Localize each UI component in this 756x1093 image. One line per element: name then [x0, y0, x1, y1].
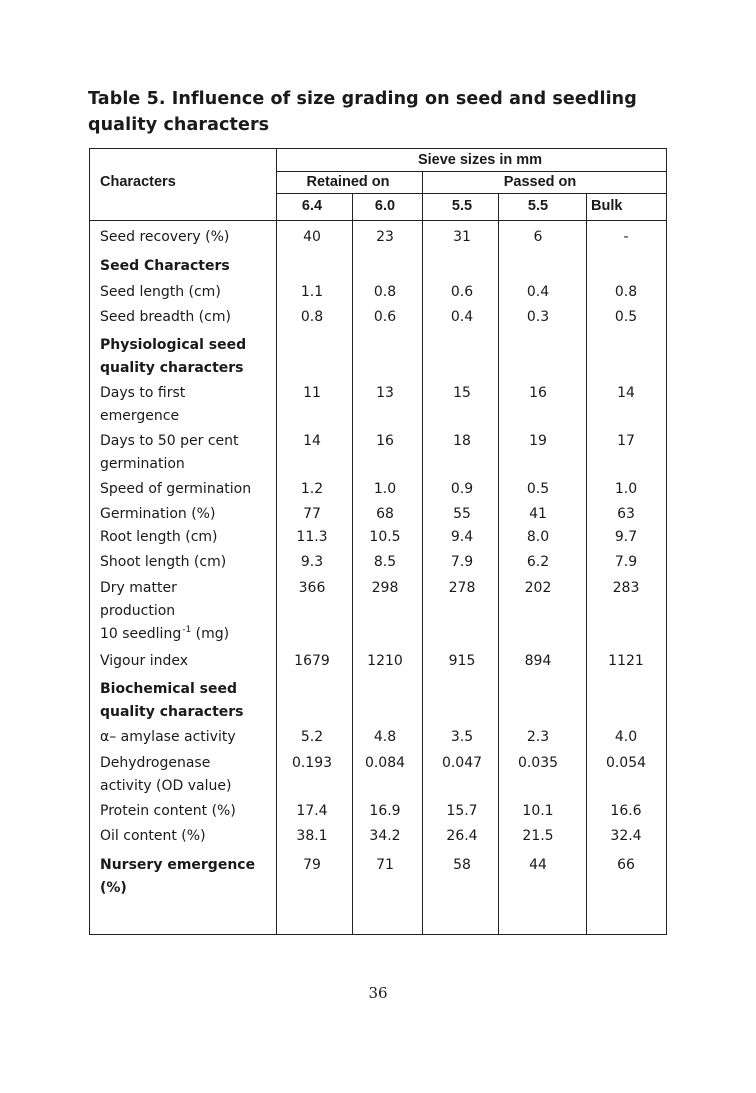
- header-passed-on: Passed on: [503, 174, 577, 190]
- row-label: Dehydrogenase activity (OD value): [100, 755, 232, 794]
- table-cell: 9.4: [450, 529, 474, 545]
- table-cell: 13: [376, 385, 394, 401]
- table-cell: 366: [298, 580, 326, 596]
- table-cell: 79: [303, 857, 321, 873]
- table-cell: 0.8: [300, 309, 324, 325]
- table-cell: 31: [453, 229, 471, 245]
- row-label: Days to 50 per cent germination: [100, 433, 239, 472]
- table-cell: 15: [453, 385, 471, 401]
- table-cell: 6.2: [526, 554, 550, 570]
- section-heading: Biochemical seed quality characters: [100, 681, 244, 720]
- table-cell: 894: [524, 653, 552, 669]
- section-heading: Seed Characters: [100, 258, 230, 274]
- table-cell: 14: [303, 433, 321, 449]
- table-cell: 71: [376, 857, 394, 873]
- table-cell: 0.193: [291, 755, 333, 771]
- table-cell: 3.5: [450, 729, 474, 745]
- table-cell: 11.3: [296, 529, 328, 545]
- table-cell: 21.5: [522, 828, 554, 844]
- table-cell: 7.9: [450, 554, 474, 570]
- table-cell: 34.2: [369, 828, 401, 844]
- row-label: Shoot length (cm): [100, 554, 227, 570]
- row-label: Vigour index: [100, 653, 188, 669]
- table-cell: 0.3: [526, 309, 550, 325]
- table-cell: 41: [529, 506, 547, 522]
- table-cell: 15.7: [446, 803, 478, 819]
- table-cell: 10.1: [522, 803, 554, 819]
- table-cell: 77: [303, 506, 321, 522]
- table-cell: 16.6: [610, 803, 642, 819]
- section-heading: Physiological seed quality characters: [100, 337, 247, 376]
- table-cell: 1210: [367, 653, 403, 669]
- table-cell: 6: [533, 229, 543, 245]
- header-col-size: 5.5: [451, 198, 473, 214]
- row-label: Oil content (%): [100, 828, 206, 844]
- table-cell: 0.6: [450, 284, 474, 300]
- table-cell: 0.084: [364, 755, 406, 771]
- table-cell: 55: [453, 506, 471, 522]
- row-label: Days to first emergence: [100, 385, 186, 424]
- row-label: Germination (%): [100, 506, 216, 522]
- row-label: Nursery emergence (%): [100, 857, 256, 896]
- table-cell: 1.0: [614, 481, 638, 497]
- table-cell: 0.8: [373, 284, 397, 300]
- table-cell: 11: [303, 385, 321, 401]
- table-cell: 9.7: [614, 529, 638, 545]
- header-characters: Characters: [100, 174, 176, 190]
- table-cell: 8.0: [526, 529, 550, 545]
- table-cell: 23: [376, 229, 394, 245]
- table-cell: 32.4: [610, 828, 642, 844]
- table-cell: 298: [371, 580, 399, 596]
- table-cell: 1679: [294, 653, 330, 669]
- table-cell: 283: [612, 580, 640, 596]
- row-label: Root length (cm): [100, 529, 218, 545]
- table-cell: 19: [529, 433, 547, 449]
- header-rule-3: [89, 220, 667, 221]
- column-rule-3: [422, 172, 423, 935]
- row-label: Seed breadth (cm): [100, 309, 231, 325]
- row-label: Dry matter production 10 seedling$^{-1}$ (mg): [100, 580, 230, 642]
- table-cell: 1.1: [300, 284, 324, 300]
- table-cell: 66: [617, 857, 635, 873]
- column-rule-5: [586, 194, 587, 935]
- table-cell: 44: [529, 857, 547, 873]
- table-cell: 4.0: [614, 729, 638, 745]
- table-cell: 1.0: [373, 481, 397, 497]
- header-col-size: Bulk: [591, 198, 623, 214]
- table-cell: 5.2: [300, 729, 324, 745]
- table-cell: 0.054: [605, 755, 647, 771]
- table-cell: 0.4: [526, 284, 550, 300]
- row-label: Speed of germination: [100, 481, 252, 497]
- row-label: Seed recovery (%): [100, 229, 230, 245]
- table-cell: 16.9: [369, 803, 401, 819]
- table-cell: 38.1: [296, 828, 328, 844]
- table-cell: 7.9: [614, 554, 638, 570]
- table-cell: 915: [448, 653, 476, 669]
- table-cell: 0.6: [373, 309, 397, 325]
- column-rule-4: [498, 194, 499, 935]
- table-cell: 202: [524, 580, 552, 596]
- table-cell: 0.5: [614, 309, 638, 325]
- table-cell: 0.035: [517, 755, 559, 771]
- table-cell: 26.4: [446, 828, 478, 844]
- table-cell: 16: [529, 385, 547, 401]
- table-cell: 1121: [608, 653, 644, 669]
- table-cell: 16: [376, 433, 394, 449]
- row-label: α– amylase activity: [100, 729, 236, 745]
- table-cell: 10.5: [369, 529, 401, 545]
- table-cell: 9.3: [300, 554, 324, 570]
- table-cell: 4.8: [373, 729, 397, 745]
- column-rule-2: [352, 194, 353, 935]
- table-cell: 0.047: [441, 755, 483, 771]
- table-cell: 17.4: [296, 803, 328, 819]
- table-cell: 2.3: [526, 729, 550, 745]
- column-rule-1: [276, 148, 277, 935]
- table-cell: 1.2: [300, 481, 324, 497]
- table-cell: 63: [617, 506, 635, 522]
- table-cell: 18: [453, 433, 471, 449]
- header-col-size: 6.4: [301, 198, 323, 214]
- header-retained-on: Retained on: [306, 174, 390, 190]
- table-cell: -: [623, 229, 629, 245]
- table-cell: 58: [453, 857, 471, 873]
- row-label: Seed length (cm): [100, 284, 221, 300]
- table-caption: Table 5. Influence of size grading on seed and seedling quality characters: [88, 89, 637, 135]
- table-cell: 40: [303, 229, 321, 245]
- table-cell: 14: [617, 385, 635, 401]
- header-col-size: 5.5: [527, 198, 549, 214]
- page-number: 36: [368, 984, 388, 1002]
- table-cell: 0.4: [450, 309, 474, 325]
- table-cell: 0.9: [450, 481, 474, 497]
- table-cell: 17: [617, 433, 635, 449]
- table-cell: 278: [448, 580, 476, 596]
- header-sieve-sizes: Sieve sizes in mm: [417, 152, 543, 168]
- table-cell: 68: [376, 506, 394, 522]
- table-cell: 0.5: [526, 481, 550, 497]
- table-cell: 8.5: [373, 554, 397, 570]
- table-cell: 0.8: [614, 284, 638, 300]
- row-label: Protein content (%): [100, 803, 236, 819]
- header-col-size: 6.0: [374, 198, 396, 214]
